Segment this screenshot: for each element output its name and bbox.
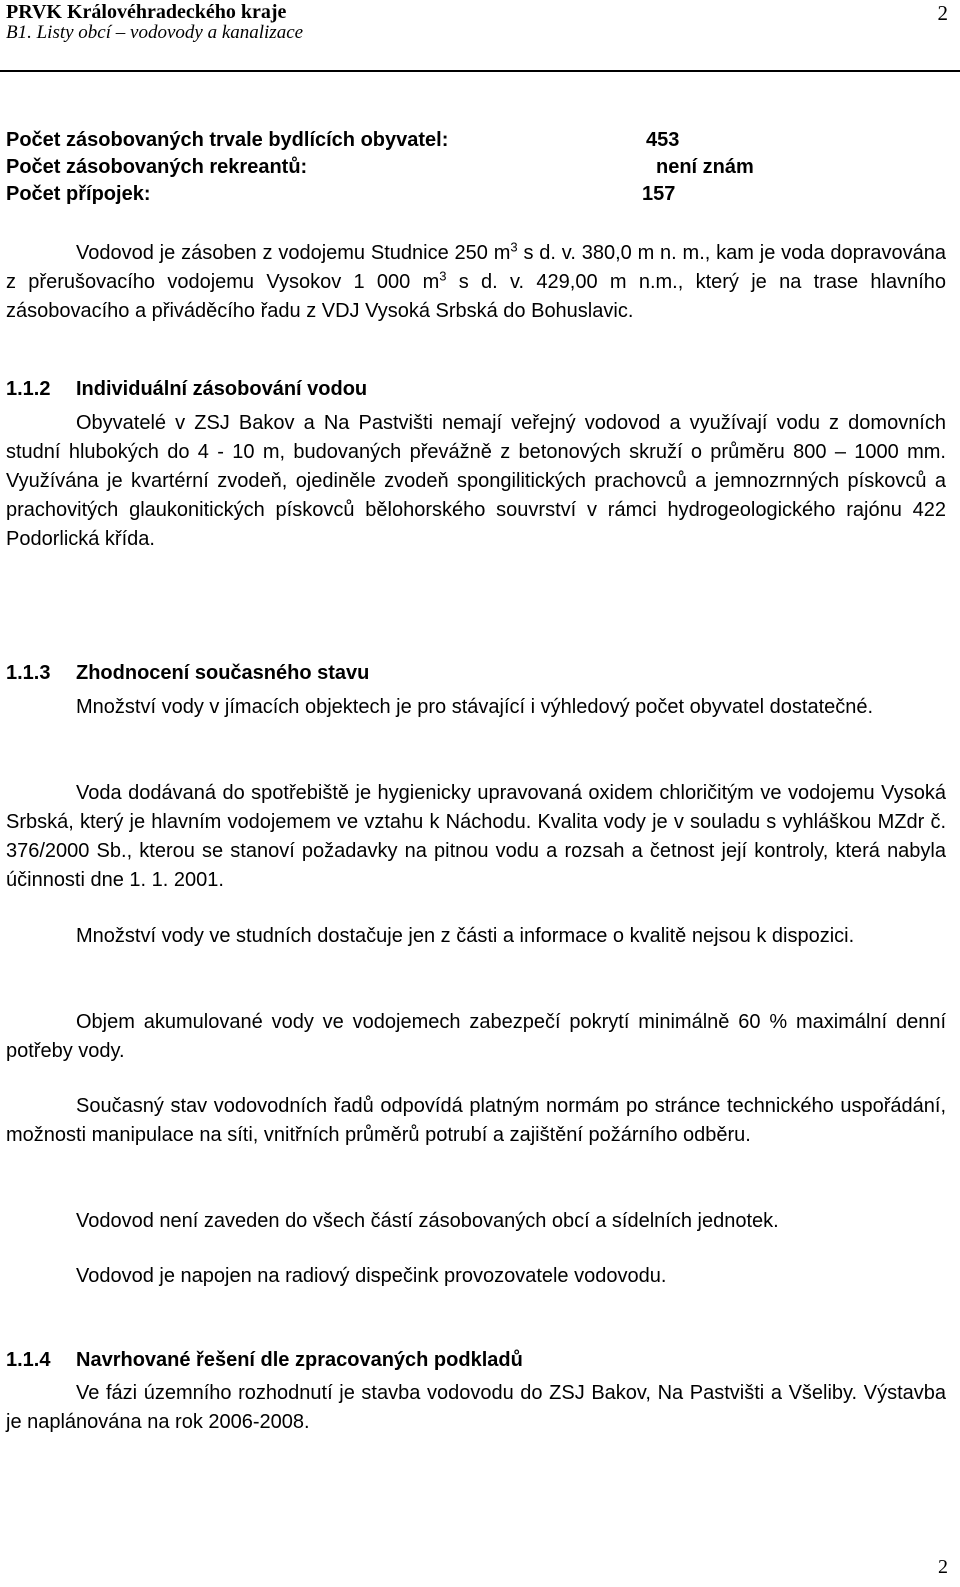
section-paragraph: Vodovod není zaveden do všech částí zásobovaných obcí a sídelních jednotek. <box>76 1210 779 1232</box>
recreants-value: není znám <box>656 156 754 178</box>
connections-value: 157 <box>642 183 676 205</box>
section-heading-current-state <box>6 662 369 685</box>
header-subtitle: B1. Listy obcí – vodovody a kanalizace <box>6 22 304 43</box>
intro-paragraph <box>6 239 946 326</box>
connections-label: Počet přípojek: <box>6 183 151 205</box>
section-paragraph: Množství vody v jímacích objektech je pro stávající i výhledový počet obyvatel dostatečné. <box>76 696 874 718</box>
section-title: Zhodnocení současného stavu <box>76 662 370 684</box>
section-paragraph: Obyvatelé v ZSJ Bakov a Na Pastvišti nemají veřejný vodovod a využívají vodu z domovních studní hlubokých do 4 - 10 m, budovaných převážně z betonových skruží o průměru 800 – 1000 mm. Využívána je kvartérní zvodeň, ojediněle zvodeň spongilitických prachovců a jemnozrnných pískovců a prachovitých glaukonitických pískovců bělohorského souvrství v rámci hydrogeologického rajónu 422 Podorlická křída. <box>6 412 946 550</box>
intro-text-1: Vodovod je zásoben z vodojemu Studnice 250 m <box>76 242 511 264</box>
section-paragraph: Ve fázi územního rozhodnutí je stavba vodovodu do ZSJ Bakov, Na Pastvišti a Všeliby. Výstavba je naplánována na rok 2006-2008. <box>6 1382 946 1433</box>
residents-value: 453 <box>646 129 680 151</box>
section-number: 1.1.4 <box>6 1349 51 1371</box>
section-paragraph: Současný stav vodovodních řadů odpovídá platným normám po stránce technického uspořádání, možnosti manipulace na síti, vnitřních průměrů potrubí a zajištění požárního odběru. <box>6 1095 946 1146</box>
intro-text-3: s d. v. 429,00 m n.m., který je na trase hlavního zásobovacího a přiváděcího řadu z VDJ Vysoká Srbská do Bohuslavic. <box>6 271 946 322</box>
recreants-label: Počet zásobovaných rekreantů: <box>6 156 308 178</box>
section-heading-individual-supply <box>6 378 367 401</box>
intro-sup-2: 3 <box>439 268 447 284</box>
section-title: Individuální zásobování vodou <box>76 378 368 400</box>
section-heading-proposed-solution <box>6 1349 523 1372</box>
footer-page-number: 2 <box>938 1556 948 1578</box>
header-page-number: 2 <box>937 1 948 25</box>
residents-label: Počet zásobovaných trvale bydlících obyvatel: <box>6 129 449 151</box>
header-title: PRVK Královéhradeckého kraje <box>6 1 287 23</box>
section-number: 1.1.3 <box>6 662 51 684</box>
section-paragraph: Vodovod je napojen na radiový dispečink provozovatele vodovodu. <box>76 1265 667 1287</box>
header-divider <box>0 70 960 72</box>
section-number: 1.1.2 <box>6 378 51 400</box>
section-paragraph: Voda dodávaná do spotřebiště je hygienicky upravovaná oxidem chloričitým ve vodojemu Vysoká Srbská, který je hlavním vodojemem ve vztahu k Náchodu. Kvalita vody je v souladu s vyhláškou MZdr č. 376/2000 Sb., kterou se stanoví požadavky na pitnou vodu a rozsah a četnost její kontroly, která nabyla účinnosti dne 1. 1. 2001. <box>6 782 946 891</box>
intro-text-2: s d. v. 380,0 m n. m., kam je voda dopravována z přerušovacího vodojemu Vysokov 1 000 m <box>6 242 947 293</box>
section-title: Navrhované řešení dle zpracovaných podkladů <box>76 1349 523 1371</box>
intro-sup-1: 3 <box>510 239 518 255</box>
section-paragraph: Množství vody ve studních dostačuje jen z části a informace o kvalitě nejsou k dispozici. <box>76 925 855 947</box>
section-paragraph: Objem akumulované vody ve vodojemech zabezpečí pokrytí minimálně 60 % maximální denní potřeby vody. <box>6 1011 946 1062</box>
